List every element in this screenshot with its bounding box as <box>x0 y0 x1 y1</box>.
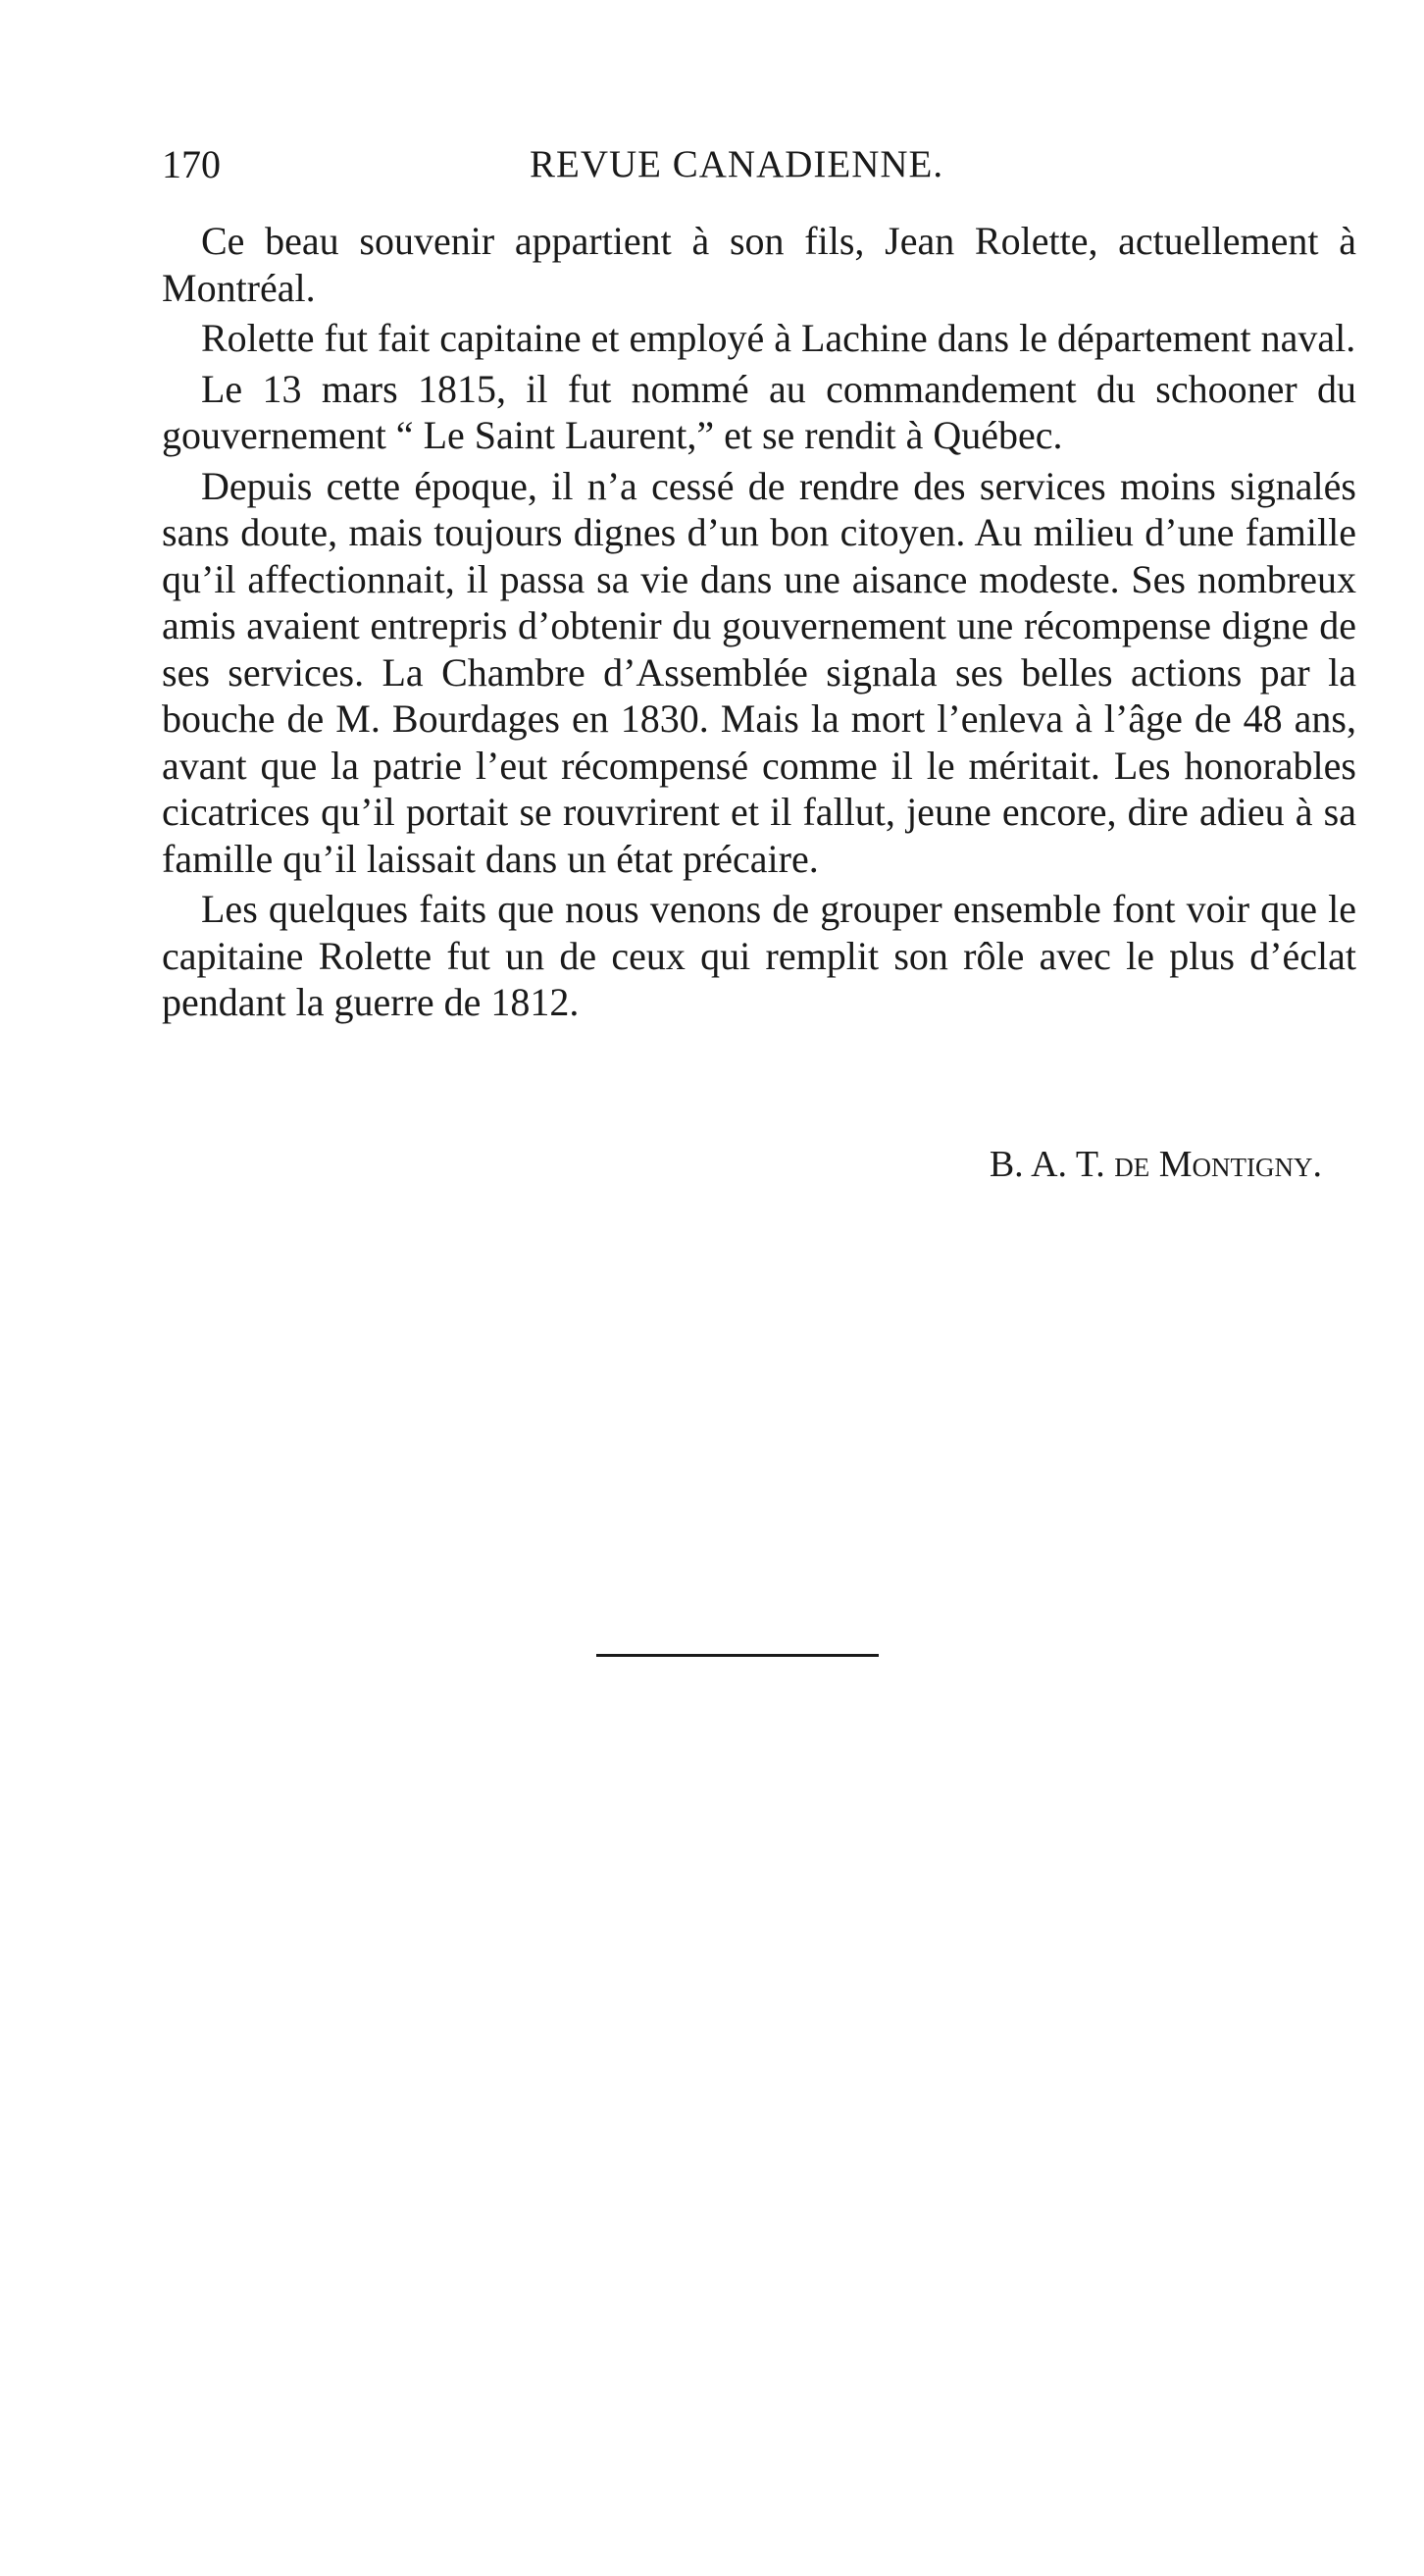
paragraph-capitaine: Rolette fut fait capitaine et employé à Lachine dans le département naval. <box>201 316 1356 360</box>
running-title: REVUE CANADIENNE. <box>530 143 944 185</box>
author-name: de Montigny. <box>1114 1144 1322 1185</box>
author-initials: B. A. T. <box>989 1144 1105 1185</box>
article-body <box>162 218 1356 1030</box>
paragraph-conclusion: Les quelques faits que nous venons de grouper ensemble font voir que le capitaine Rolette fut un de ceux qui remplit son rôle avec le plus d’éclat pendant la guerre de 1812. <box>162 887 1356 1024</box>
section-divider-rule <box>596 1654 879 1657</box>
page-header <box>162 135 1358 194</box>
paragraph-commandement: Le 13 mars 1815, il fut nommé au commandement du schooner du gouvernement “ Le Saint Laurent,” et se rendit à Québec. <box>162 366 1356 457</box>
author-signature <box>0 1140 1322 1189</box>
paragraph-souvenir: Ce beau souvenir appartient à son fils, Jean Rolette, actuellement à Montréal. <box>162 219 1356 310</box>
page-number: 170 <box>162 142 221 186</box>
paragraph-services: Depuis cette époque, il n’a cessé de rendre des services moins signalés sans doute, mais toujours dignes d’un bon citoyen. Au milieu d’une famille qu’il affectionnait, il passa sa vie dans une aisance modeste. Ses nombreux amis avaient entrepris d’obtenir du gouvernement une récompense digne de ses services. La Chambre d’Assemblée signala ses belles actions par la bouche de M. Bourdages en 1830. Mais la mort l’enleva à l’âge de 48 ans, avant que la patrie l’eut récompensé comme il le méritait. Les honorables cicatrices qu’il portait se rouvrirent et il fallut, jeune encore, dire adieu à sa famille qu’il laissait dans un état précaire. <box>162 463 1356 881</box>
